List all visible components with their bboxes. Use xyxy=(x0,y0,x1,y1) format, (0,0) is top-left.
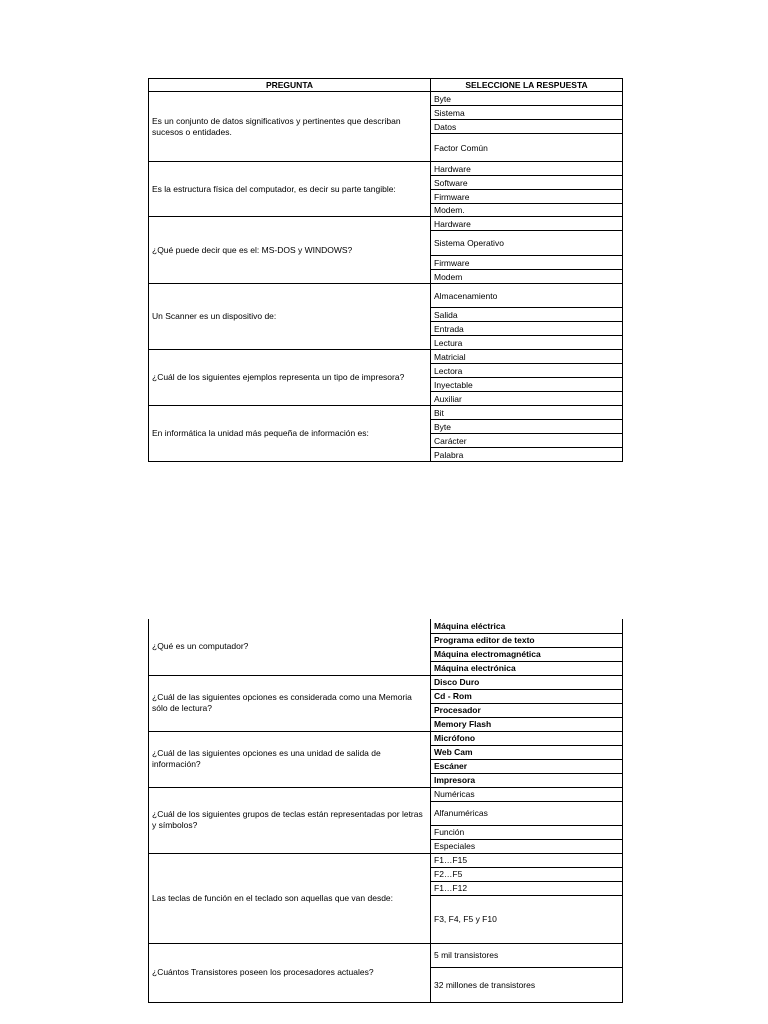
answer-option[interactable]: Auxiliar xyxy=(431,392,623,406)
answer-option[interactable]: Micrófono xyxy=(431,731,623,745)
answer-option[interactable]: Web Cam xyxy=(431,745,623,759)
question-cell: Las teclas de función en el teclado son aquellas que van desde: xyxy=(149,853,431,943)
answer-option[interactable]: Programa editor de texto xyxy=(431,633,623,647)
answer-row xyxy=(149,619,623,633)
answer-row xyxy=(149,943,623,967)
answer-option[interactable]: Alfanuméricas xyxy=(431,801,623,825)
answer-option[interactable]: Datos xyxy=(431,120,623,134)
answer-option[interactable]: Modem. xyxy=(431,204,623,217)
answer-option[interactable]: F3, F4, F5 y F10 xyxy=(431,895,623,943)
answer-option[interactable]: Sistema Operativo xyxy=(431,231,623,256)
answer-option[interactable]: Salida xyxy=(431,308,623,322)
answer-option[interactable]: Byte xyxy=(431,420,623,434)
answer-option[interactable]: F1…F15 xyxy=(431,853,623,867)
answer-option[interactable]: Modem xyxy=(431,270,623,284)
answer-option[interactable]: Memory Flash xyxy=(431,717,623,731)
question-cell: Es la estructura física del computador, es decir su parte tangible: xyxy=(149,162,431,217)
header-question: PREGUNTA xyxy=(149,79,431,92)
question-cell: Un Scanner es un dispositivo de: xyxy=(149,284,431,350)
quiz-table-1 xyxy=(148,78,623,462)
answer-option[interactable]: Lectora xyxy=(431,364,623,378)
header-answer: SELECCIONE LA RESPUESTA xyxy=(431,79,623,92)
question-cell: ¿Cuál de las siguientes opciones es una unidad de salida de información? xyxy=(149,731,431,787)
answer-option[interactable]: Byte xyxy=(431,92,623,106)
answer-option[interactable]: Hardware xyxy=(431,162,623,176)
question-cell: En informática la unidad más pequeña de información es: xyxy=(149,406,431,462)
answer-option[interactable]: Matricial xyxy=(431,350,623,364)
answer-option[interactable]: Procesador xyxy=(431,703,623,717)
question-cell: ¿Qué es un computador? xyxy=(149,619,431,675)
answer-option[interactable]: Software xyxy=(431,176,623,190)
answer-row xyxy=(149,787,623,801)
answer-option[interactable]: Impresora xyxy=(431,773,623,787)
answer-option[interactable]: Sistema xyxy=(431,106,623,120)
question-cell: ¿Cuál de los siguientes grupos de teclas están representadas por letras y símbolos? xyxy=(149,787,431,853)
answer-option[interactable]: Bit xyxy=(431,406,623,420)
answer-row xyxy=(149,350,623,364)
question-cell: ¿Cuántos Transistores poseen los procesadores actuales? xyxy=(149,943,431,1002)
answer-option[interactable]: Lectura xyxy=(431,336,623,350)
answer-row xyxy=(149,92,623,106)
question-cell: ¿Cuál de las siguientes opciones es considerada como una Memoria sólo de lectura? xyxy=(149,675,431,731)
answer-row xyxy=(149,853,623,867)
answer-option[interactable]: F1…F12 xyxy=(431,881,623,895)
answer-option[interactable]: Almacenamiento xyxy=(431,284,623,308)
answer-option[interactable]: Hardware xyxy=(431,217,623,231)
answer-option[interactable]: Disco Duro xyxy=(431,675,623,689)
answer-option[interactable]: 32 millones de transistores xyxy=(431,967,623,1002)
answer-option[interactable]: F2…F5 xyxy=(431,867,623,881)
answer-option[interactable]: Palabra xyxy=(431,448,623,462)
answer-option[interactable]: Numéricas xyxy=(431,787,623,801)
answer-option[interactable]: Máquina electrónica xyxy=(431,661,623,675)
answer-option[interactable]: Función xyxy=(431,825,623,839)
question-cell: ¿Cuál de los siguientes ejemplos representa un tipo de impresora? xyxy=(149,350,431,406)
answer-row xyxy=(149,217,623,231)
answer-option[interactable]: Máquina electromagnética xyxy=(431,647,623,661)
answer-row xyxy=(149,675,623,689)
answer-option[interactable]: 5 mil transistores xyxy=(431,943,623,967)
answer-option[interactable]: Máquina eléctrica xyxy=(431,619,623,633)
answer-row xyxy=(149,162,623,176)
quiz-table-2 xyxy=(148,619,623,1003)
answer-option[interactable]: Escáner xyxy=(431,759,623,773)
answer-option[interactable]: Entrada xyxy=(431,322,623,336)
answer-option[interactable]: Inyectable xyxy=(431,378,623,392)
question-cell: Es un conjunto de datos significativos y pertinentes que describan sucesos o entidades. xyxy=(149,92,431,162)
answer-row xyxy=(149,731,623,745)
answer-row xyxy=(149,406,623,420)
answer-option[interactable]: Factor Común xyxy=(431,134,623,162)
answer-option[interactable]: Carácter xyxy=(431,434,623,448)
answer-option[interactable]: Firmware xyxy=(431,190,623,204)
answer-option[interactable]: Firmware xyxy=(431,256,623,270)
question-cell: ¿Qué puede decir que es el: MS-DOS y WINDOWS? xyxy=(149,217,431,284)
answer-option[interactable]: Cd - Rom xyxy=(431,689,623,703)
answer-option[interactable]: Especiales xyxy=(431,839,623,853)
answer-row xyxy=(149,284,623,308)
